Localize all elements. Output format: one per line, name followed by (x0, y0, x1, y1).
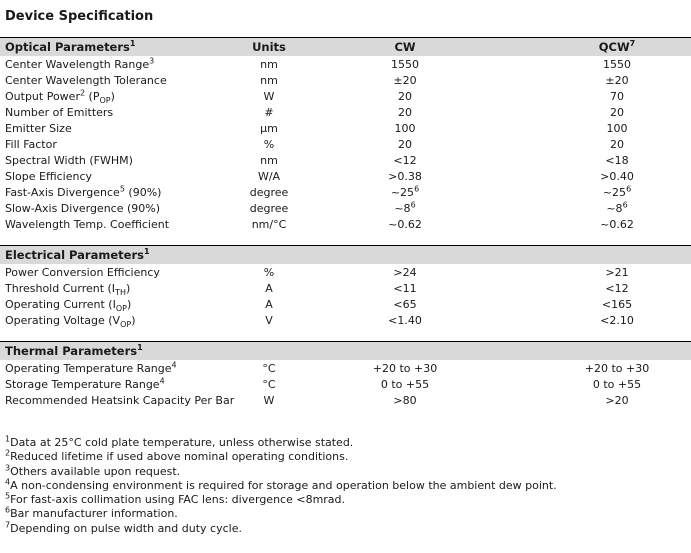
param-qcw-value: >0.40 (600, 169, 634, 183)
section-title: Electrical Parameters$^1$ (0, 246, 232, 265)
footnote-4: $^4$A non-condensing environment is required for storage and operation below the ambient dew point. (5, 477, 557, 492)
param-units: °C (262, 361, 276, 375)
param-units: °C (262, 377, 276, 391)
param-qcw-value: 20 (610, 137, 624, 151)
device-specification-page (0, 9, 691, 536)
param-qcw-value: 0 to +55 (592, 377, 642, 391)
param-name: Number of Emitters (5, 105, 114, 119)
spec-row (0, 280, 691, 296)
param-name: Fast-Axis Divergence$^5$ (90%) (5, 183, 162, 199)
param-qcw-value: ~0.62 (600, 217, 634, 231)
spec-row (0, 120, 691, 136)
footnote-7: $^7$Depending on pulse width and duty cycle. (5, 520, 242, 535)
section-header-row (0, 246, 691, 265)
param-units: A (265, 297, 273, 311)
param-name: Spectral Width (FWHM) (5, 153, 133, 167)
param-units: % (263, 137, 275, 151)
param-cw-value: 20 (398, 105, 412, 119)
param-cw-value: 1550 (391, 57, 419, 71)
param-cw-value: ~0.62 (388, 217, 422, 231)
param-units: # (264, 105, 274, 119)
param-name: Storage Temperature Range$^4$ (5, 375, 165, 391)
spec-row (0, 296, 691, 312)
spec-row (0, 56, 691, 72)
param-qcw-value: $\sim 25^6$ (602, 183, 632, 199)
spec-row (0, 200, 691, 216)
param-qcw-value: 70 (610, 89, 624, 103)
param-name: Center Wavelength Range$^3$ (5, 55, 155, 71)
param-cw-value: 0 to +55 (380, 377, 430, 391)
footnote-6: $^6$Bar manufacturer information. (5, 505, 178, 521)
section-title: Optical Parameters$^1$ (0, 38, 232, 57)
param-units: nm/°C (251, 217, 287, 231)
spec-row (0, 216, 691, 232)
param-name: Emitter Size (5, 121, 72, 135)
param-cw-value: <11 (393, 281, 417, 295)
param-name: Center Wavelength Tolerance (5, 73, 167, 87)
param-name: Operating Voltage $(V_{OP})$ (5, 313, 136, 329)
param-name: Output Power$^2$ $(P_{OP})$ (5, 87, 115, 105)
column-header-units (232, 342, 306, 361)
param-cw-value: <1.40 (388, 313, 422, 327)
param-cw-value: +20 to +30 (372, 361, 438, 375)
param-units: µm (260, 121, 278, 135)
param-qcw-value: +20 to +30 (584, 361, 650, 375)
section-title: Thermal Parameters$^1$ (0, 342, 232, 361)
section-header-row (0, 342, 691, 361)
param-cw-value: >24 (393, 265, 417, 279)
section-header-row (0, 38, 691, 57)
spec-row (0, 88, 691, 104)
column-header-qcw (504, 342, 691, 361)
spec-row (0, 136, 691, 152)
param-qcw-value: 1550 (603, 57, 631, 71)
param-qcw-value: <165 (601, 297, 633, 311)
param-qcw-value: >21 (605, 265, 629, 279)
param-cw-value: 20 (398, 137, 412, 151)
footnote-2: $^2$Reduced lifetime if used above nominal operating conditions. (5, 448, 349, 464)
page-title: Device Specification (5, 9, 154, 24)
spec-row (0, 104, 691, 120)
param-units: W/A (257, 169, 281, 183)
param-units: nm (260, 153, 278, 167)
spec-row (0, 152, 691, 168)
param-cw-value: >0.38 (388, 169, 422, 183)
param-qcw-value: 20 (610, 105, 624, 119)
param-units: degree (249, 185, 289, 199)
param-cw-value: <65 (393, 297, 417, 311)
footnote-3: $^3$Others available upon request. (5, 462, 181, 478)
column-header-qcw: QCW$^7$ (504, 38, 691, 57)
spec-table (0, 37, 691, 408)
param-units: W (263, 89, 275, 103)
param-units: degree (249, 201, 289, 215)
param-units: nm (260, 73, 278, 87)
spec-row (0, 168, 691, 184)
param-units: % (263, 265, 275, 279)
param-cw-value: $\sim 25^6$ (390, 183, 420, 199)
param-qcw-value: 100 (606, 121, 628, 135)
column-header-qcw (504, 246, 691, 265)
footnote-5: $^5$For fast-axis collimation using FAC lens: divergence <8mrad. (5, 491, 346, 507)
param-cw-value: >80 (393, 393, 417, 407)
section-gap (0, 232, 691, 246)
param-cw-value: $\sim 8^6$ (394, 199, 416, 215)
param-cw-value: 100 (394, 121, 416, 135)
param-name: Operating Temperature Range$^4$ (5, 359, 177, 375)
spec-row (0, 72, 691, 88)
param-name: Slope Efficiency (5, 169, 93, 183)
param-name: Operating Current $(I_{OP})$ (5, 297, 132, 313)
param-qcw-value: <2.10 (600, 313, 634, 327)
param-units: V (265, 313, 273, 327)
param-name: Recommended Heatsink Capacity Per Bar (5, 393, 235, 407)
param-units: nm (260, 57, 278, 71)
column-header-units (232, 246, 306, 265)
column-header-cw (306, 342, 504, 361)
column-header-cw: CW (306, 38, 504, 57)
spec-row (0, 376, 691, 392)
param-qcw-value: >20 (605, 393, 629, 407)
section-gap-row (0, 328, 691, 342)
param-name: Threshold Current $(I_{TH})$ (5, 281, 131, 297)
spec-row (0, 392, 691, 408)
param-qcw-value: <12 (605, 281, 629, 295)
param-units: A (265, 281, 273, 295)
param-qcw-value: ±20 (605, 73, 629, 87)
section-gap-row (0, 232, 691, 246)
param-qcw-value: $\sim 8^6$ (606, 199, 628, 215)
section-gap (0, 328, 691, 342)
column-header-units: Units (232, 38, 306, 57)
param-units: W (263, 393, 275, 407)
spec-row (0, 264, 691, 280)
spec-row (0, 360, 691, 376)
column-header-cw (306, 246, 504, 265)
param-name: Fill Factor (5, 137, 57, 151)
spec-table-body (0, 38, 691, 409)
footnote-1: $^1$Data at 25°C cold plate temperature, unless otherwise stated. (5, 434, 354, 449)
param-name: Wavelength Temp. Coefficient (5, 217, 170, 231)
spec-row (0, 184, 691, 200)
param-qcw-value: <18 (605, 153, 629, 167)
spec-row (0, 312, 691, 328)
param-name: Power Conversion Efficiency (5, 265, 160, 279)
param-cw-value: <12 (393, 153, 417, 167)
footnotes (0, 436, 691, 536)
param-name: Slow-Axis Divergence (90%) (5, 201, 161, 215)
param-cw-value: ±20 (393, 73, 417, 87)
param-cw-value: 20 (398, 89, 412, 103)
